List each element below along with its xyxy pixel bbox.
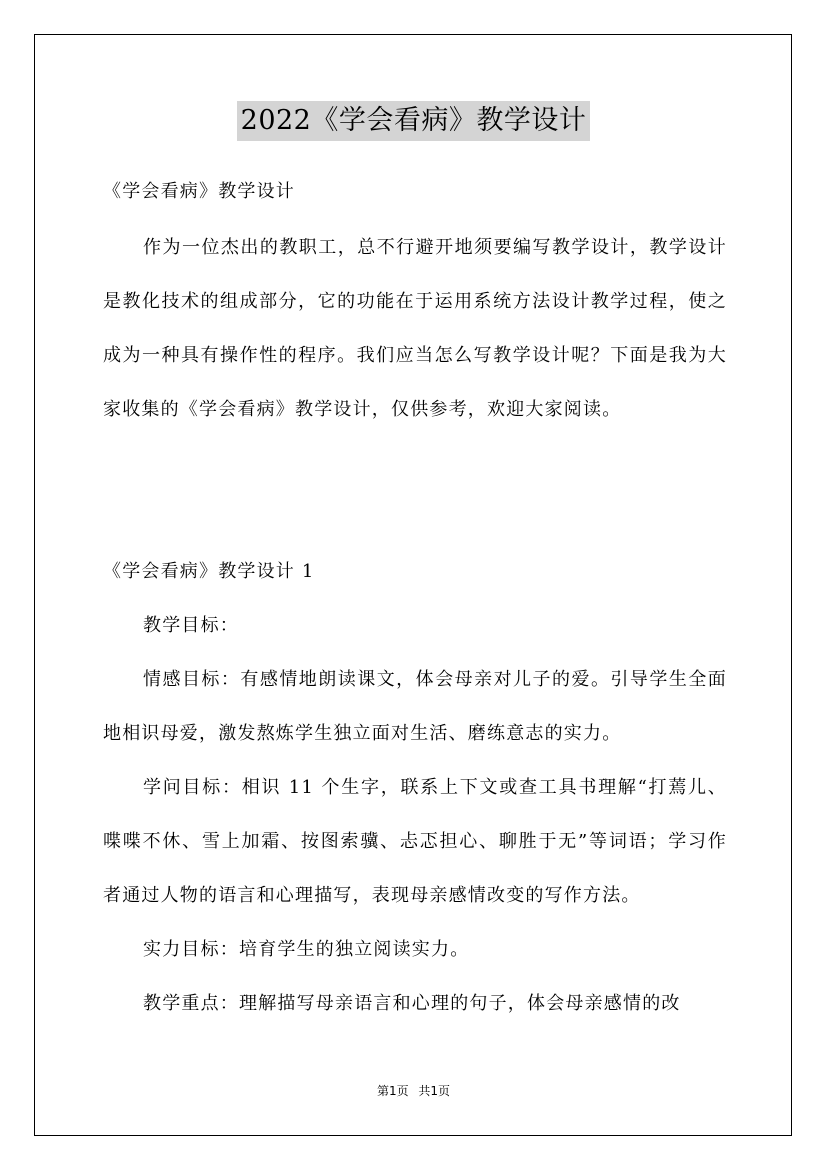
- subheading: 《学会看病》教学设计: [103, 181, 295, 202]
- ability-goal-paragraph: 实力目标：培育学生的独立阅读实力。: [143, 939, 470, 960]
- page-footer: [0, 1082, 827, 1099]
- intro-paragraph: 作为一位杰出的教职工，总不行避开地须要编写教学设计，教学设计是教化技术的组成部分，它的功能在于运用系统方法设计教学过程，使之成为一种具有操作性的程序。我们应当怎么写教学设计呢？下面是我为大家收集的《学会看病》教学设计，仅供参考，欢迎大家阅读。: [103, 237, 727, 420]
- document-title: 2022《学会看病》教学设计: [237, 101, 591, 141]
- page-number-total: 共1页: [418, 1084, 451, 1098]
- section-heading: 《学会看病》教学设计 1: [103, 561, 315, 582]
- knowledge-goal-paragraph: 学问目标：相识 11 个生字，联系上下文或查工具书理解“打蔫儿、喋喋不休、雪上加霜、按图索骥、忐忑担心、聊胜于无”等词语；学习作者通过人物的语言和心理描写，表现母亲感情改变的写作方法。: [103, 777, 727, 906]
- page-number-current: 第1页: [376, 1084, 409, 1098]
- emotion-goal-paragraph: 情感目标：有感情地朗读课文，体会母亲对儿子的爱。引导学生全面地相识母爱，激发熬炼学生独立面对生活、磨练意志的实力。: [103, 669, 727, 744]
- key-point-paragraph: 教学重点：理解描写母亲语言和心理的句子，体会母亲感情的改: [143, 993, 681, 1014]
- title-container: [0, 101, 827, 141]
- goals-label: 教学目标：: [143, 615, 239, 636]
